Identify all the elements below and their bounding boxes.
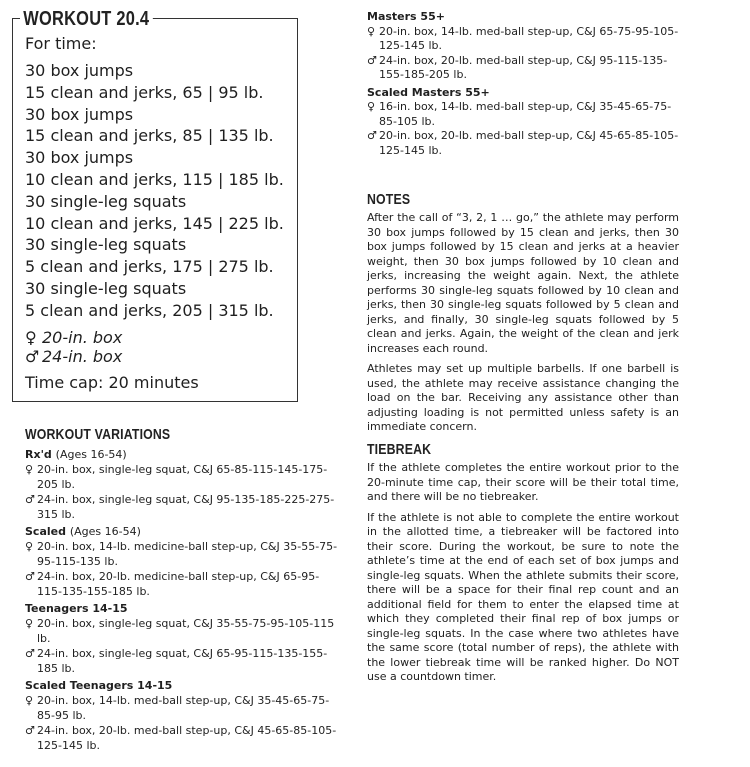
female-variation: [367, 100, 679, 129]
male-variation: [25, 492, 340, 522]
variation-category: Scaled Masters 55+: [367, 85, 490, 99]
tiebreak-body: [367, 461, 679, 691]
male-icon: ♂: [25, 724, 35, 737]
workout-line: 30 single-leg squats: [25, 191, 187, 211]
male-icon: ♂: [25, 347, 40, 366]
variation-category: [25, 447, 340, 462]
variation-category: [25, 524, 340, 539]
female-icon: ♀: [25, 328, 37, 347]
variation-text: 20-in. box, 20-lb. med-ball step-up, C&J 45-65-85-105-125-145 lb.: [379, 129, 679, 157]
male-icon: ♂: [367, 53, 377, 67]
time-cap: Time cap: 20 minutes: [25, 373, 199, 392]
male-icon: ♂: [25, 570, 35, 583]
variations-list: [25, 445, 340, 753]
workout-line: 5 clean and jerks, 205 | 315 lb.: [25, 300, 274, 320]
female-icon: ♀: [367, 100, 376, 113]
notes-paragraph: Athletes may set up multiple barbells. If one barbell is used, the athlete may receive assistance changing the load on the bar. Receiving any assistance other than adjusting loading is not permitted unless safety is an immediate concern.: [367, 362, 679, 433]
workout-line: 30 box jumps: [25, 104, 134, 124]
variation-text: 20-in. box, 14-lb. med-ball step-up, C&J 65-75-95-105-125-145 lb.: [379, 24, 679, 52]
female-icon: ♀: [25, 617, 34, 630]
notes-body: [367, 211, 679, 441]
male-icon: ♂: [25, 493, 35, 506]
workout-line: 30 single-leg squats: [25, 278, 187, 298]
variation-text: 16-in. box, 14-lb. med-ball step-up, C&J 35-45-65-75-85-105 lb.: [379, 100, 672, 128]
tiebreak-paragraph: If the athlete is not able to complete the entire workout in the allotted time, a tiebreaker will be factored into their score. During the workout, be sure to note the athlete’s time at the end of each set of box jumps and single-leg squats. When the athlete submits their score, there will be a space for their final rep count and an additional field for them to enter the elapsed time at which they completed their final rep of box jumps or single-leg squats. In the case where two athletes have the same score (total number of reps), the athlete with the lower tiebreak time will be ranked higher. Do NOT use a countdown timer.: [367, 510, 679, 683]
variations-heading: WORKOUT VARIATIONS: [25, 426, 171, 443]
category-ages: (Ages 16-54): [55, 448, 127, 461]
variation-text: 20-in. box, single-leg squat, C&J 65-85-115-145-175-205 lb.: [37, 463, 328, 491]
female-icon: ♀: [25, 540, 34, 553]
variation-text: 20-in. box, 14-lb. medicine-ball step-up, C&J 35-55-75-95-115-135 lb.: [37, 540, 338, 568]
variation-text: 20-in. box, single-leg squat, C&J 35-55-75-95-105-115 lb.: [37, 617, 335, 645]
male-box-text: 24-in. box: [42, 347, 123, 366]
category-name: Teenagers 14-15: [25, 602, 128, 615]
variation-text: 24-in. box, 20-lb. med-ball step-up, C&J 45-65-85-105-125-145 lb.: [37, 724, 337, 752]
variation-category: Masters 55+: [367, 10, 445, 23]
workout-line: 30 box jumps: [25, 61, 134, 80]
notes-paragraph: After the call of “3, 2, 1 … go,” the athlete may perform 30 box jumps followed by 15 clean and jerks, then 30 box jumps followed by 15 clean and jerks at a heavier weight, then 30 box jumps followed by 10 clean and jerks, increasing the weight again. Next, the athlete performs 30 single-leg squats followed by 10 clean and jerks, then 30 single-leg squats followed by 5 clean and jerks, and finally, 30 single-leg squats followed by 5 clean and jerks. Again, the weight of the clean and jerk increases each round.: [367, 211, 679, 355]
variation-text: 24-in. box, single-leg squat, C&J 95-135-185-225-275-315 lb.: [37, 493, 335, 521]
variation-category: [25, 601, 340, 616]
variation-text: 24-in. box, 20-lb. medicine-ball step-up, C&J 65-95-115-135-155-185 lb.: [37, 570, 320, 598]
box-spec: [25, 328, 122, 366]
variation-text: 24-in. box, single-leg squat, C&J 65-95-115-135-155-185 lb.: [37, 647, 328, 675]
workout-movement-list: [25, 60, 284, 322]
workout-line: 30 box jumps: [25, 148, 134, 168]
tiebreak-paragraph: If the athlete completes the entire workout prior to the 20-minute time cap, their score will be their total time, and there will be no tiebreaker.: [367, 461, 679, 503]
variation-category: [25, 678, 340, 693]
female-box-spec: [25, 328, 122, 347]
category-name: Rx'd: [25, 448, 52, 461]
workout-title: WORKOUT 20.4: [20, 8, 153, 31]
male-variation: [367, 54, 679, 83]
category-ages: (Ages 16-54): [69, 525, 141, 538]
for-time-label: For time:: [25, 34, 97, 53]
tiebreak-heading: TIEBREAK: [367, 441, 432, 458]
notes-heading: NOTES: [367, 191, 411, 208]
male-variation: [25, 569, 340, 599]
workout-line: 30 single-leg squats: [25, 235, 187, 255]
female-variation: [25, 693, 340, 723]
workout-line: 10 clean and jerks, 145 | 225 lb.: [25, 213, 284, 233]
workout-line: 10 clean and jerks, 115 | 185 lb.: [25, 169, 284, 189]
female-icon: ♀: [367, 24, 376, 38]
workout-line: 5 clean and jerks, 175 | 275 lb.: [25, 257, 274, 277]
workout-line: 15 clean and jerks, 65 | 95 lb.: [25, 82, 264, 102]
female-icon: ♀: [25, 694, 34, 707]
female-variation: [367, 25, 679, 54]
female-box-text: 20-in. box: [42, 328, 123, 347]
variation-text: 20-in. box, 14-lb. med-ball step-up, C&J 35-45-65-75-85-95 lb.: [37, 694, 330, 722]
female-icon: ♀: [25, 463, 34, 476]
male-icon: ♂: [367, 129, 377, 142]
workout-line: 15 clean and jerks, 85 | 135 lb.: [25, 126, 274, 146]
category-name: Scaled Teenagers 14-15: [25, 679, 173, 692]
category-name: Scaled: [25, 525, 66, 538]
male-box-spec: [25, 347, 122, 366]
male-variation: [367, 129, 679, 158]
female-variation: [25, 539, 340, 569]
masters-variations: [367, 10, 679, 158]
male-icon: ♂: [25, 647, 35, 660]
female-variation: [25, 616, 340, 646]
female-variation: [25, 462, 340, 492]
variation-text: 24-in. box, 20-lb. med-ball step-up, C&J 95-115-135-155-185-205 lb.: [379, 53, 668, 81]
male-variation: [25, 723, 340, 753]
male-variation: [25, 646, 340, 676]
